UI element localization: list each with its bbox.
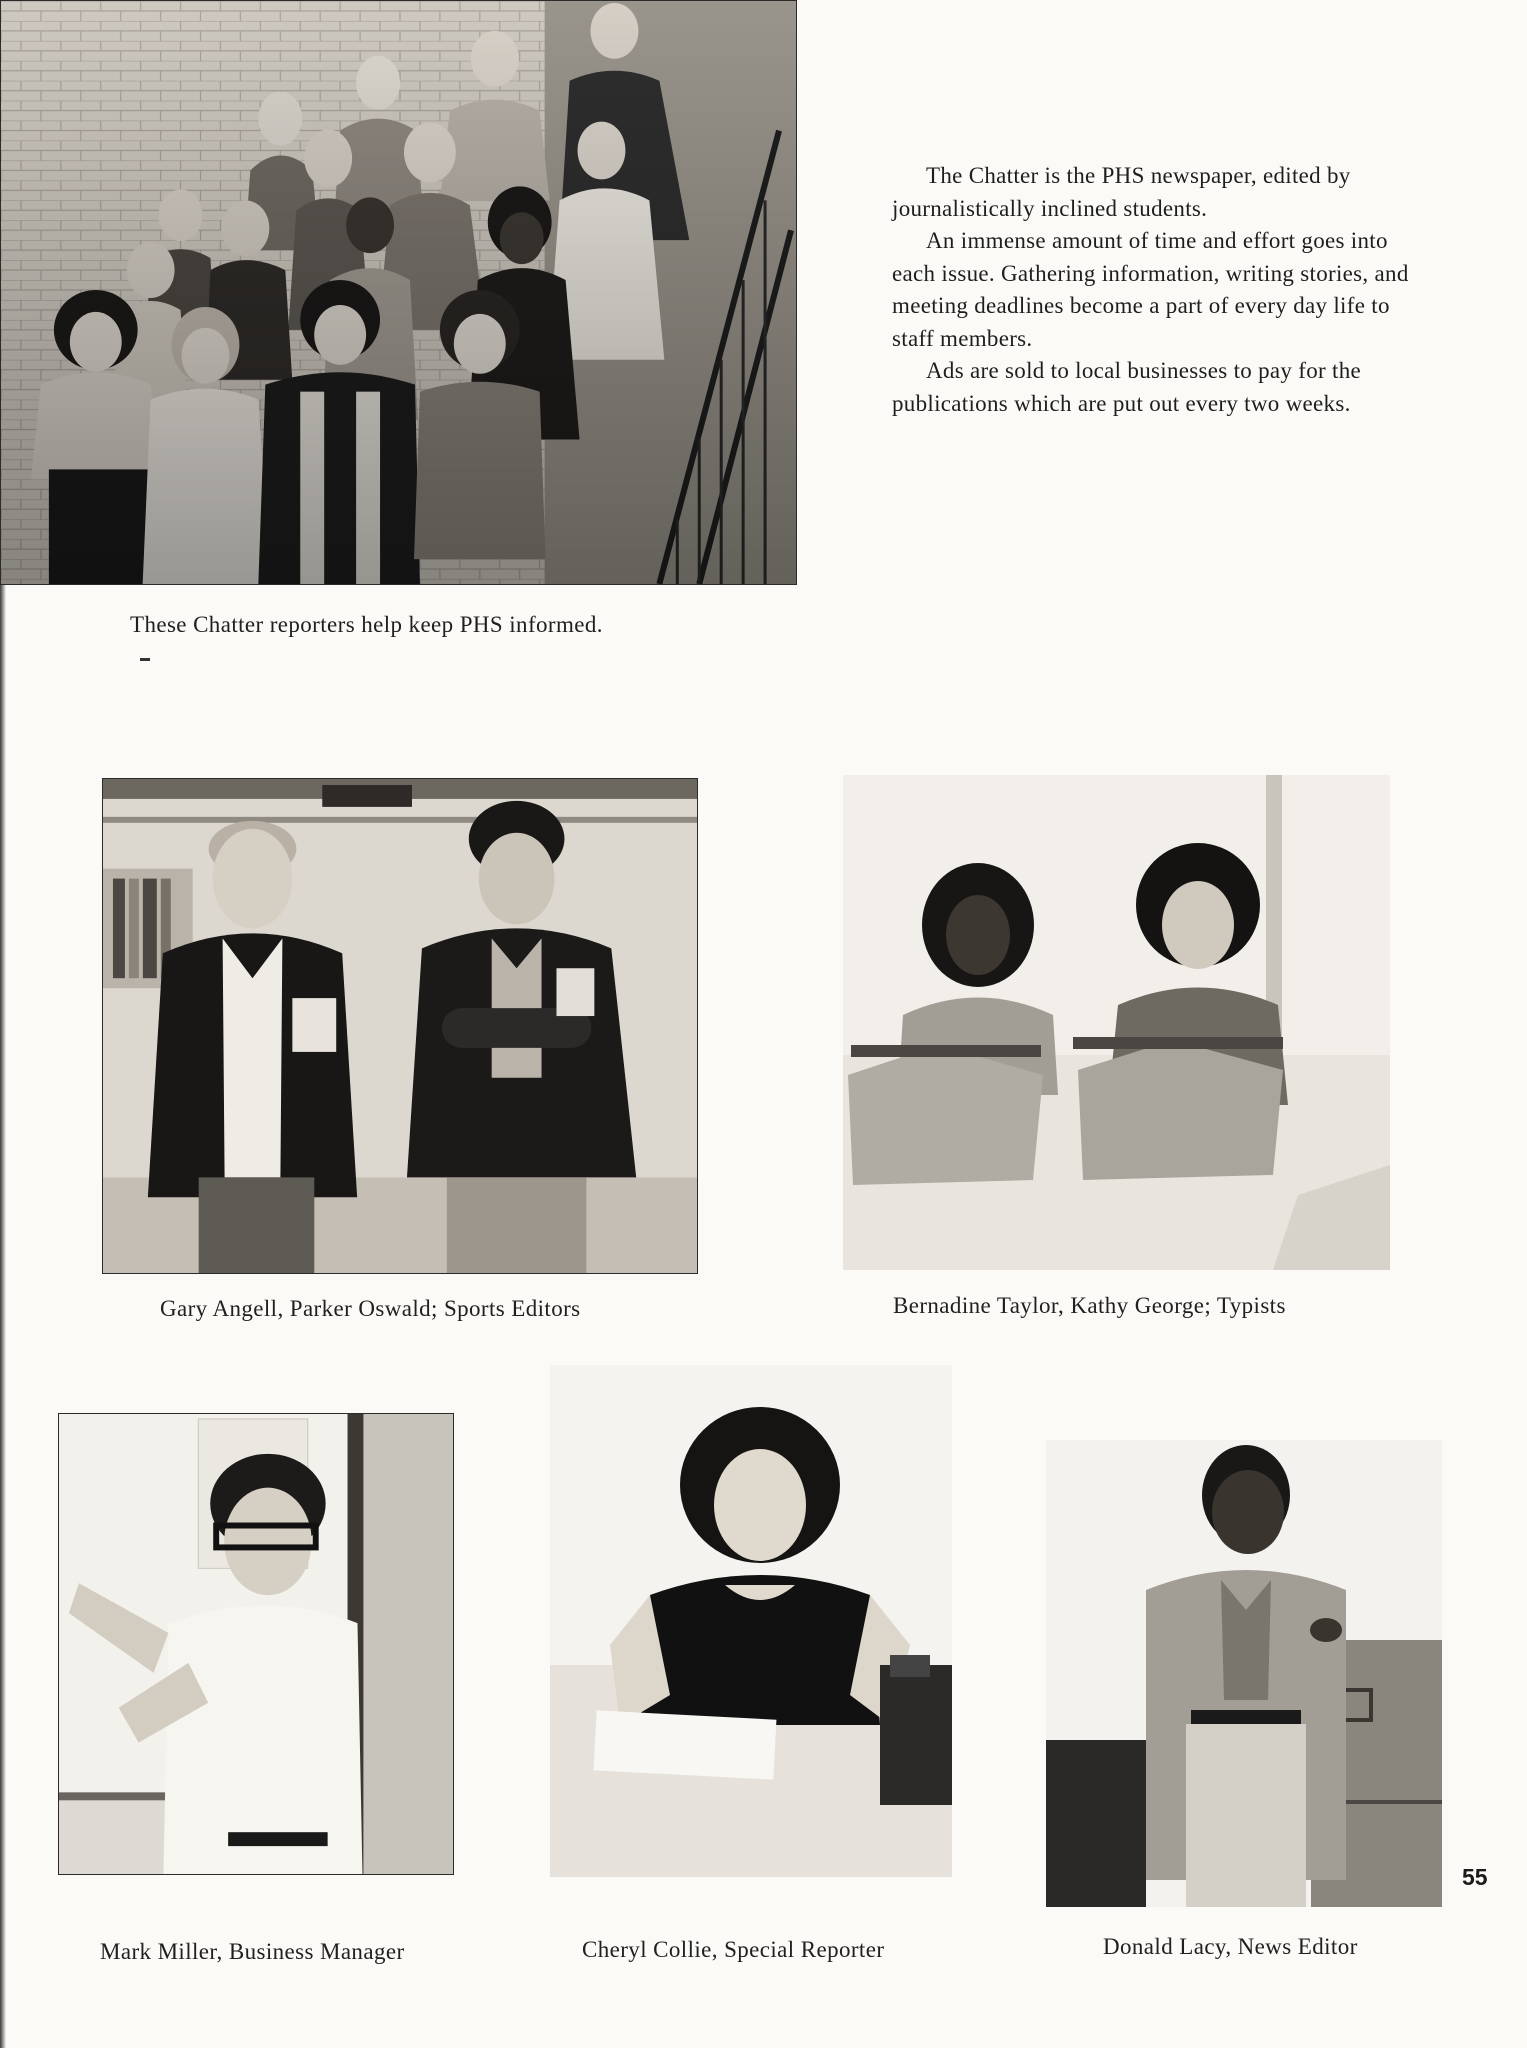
intro-text [892,160,1432,420]
sports-editors-caption: Gary Angell, Parker Oswald; Sports Editors [160,1296,581,1321]
business-manager-caption: Mark Miller, Business Manager [100,1939,405,1964]
typists-caption: Bernadine Taylor, Kathy George; Typists [893,1293,1286,1318]
group-photo [0,0,797,585]
news-editor-caption: Donald Lacy, News Editor [1103,1934,1358,1959]
page-number: 55 [1462,1864,1488,1890]
news-editor-photo [1046,1440,1442,1907]
special-reporter-photo [550,1365,952,1877]
typists-photo [843,775,1390,1270]
group-photo-caption: These Chatter reporters help keep PHS informed. [130,612,603,637]
stray-mark [140,658,150,661]
intro-paragraph: The Chatter is the PHS newspaper, edited by journalistically inclined students. [892,163,1351,221]
sports-editors-photo [102,778,698,1274]
intro-paragraph: Ads are sold to local businesses to pay for the publications which are put out every two weeks. [892,358,1362,416]
special-reporter-caption: Cheryl Collie, Special Reporter [582,1937,885,1962]
business-manager-photo [58,1413,454,1875]
intro-paragraph: An immense amount of time and effort goes into each issue. Gathering information, writing stories, and meeting deadlines become a part of every day life to staff members. [892,228,1409,351]
